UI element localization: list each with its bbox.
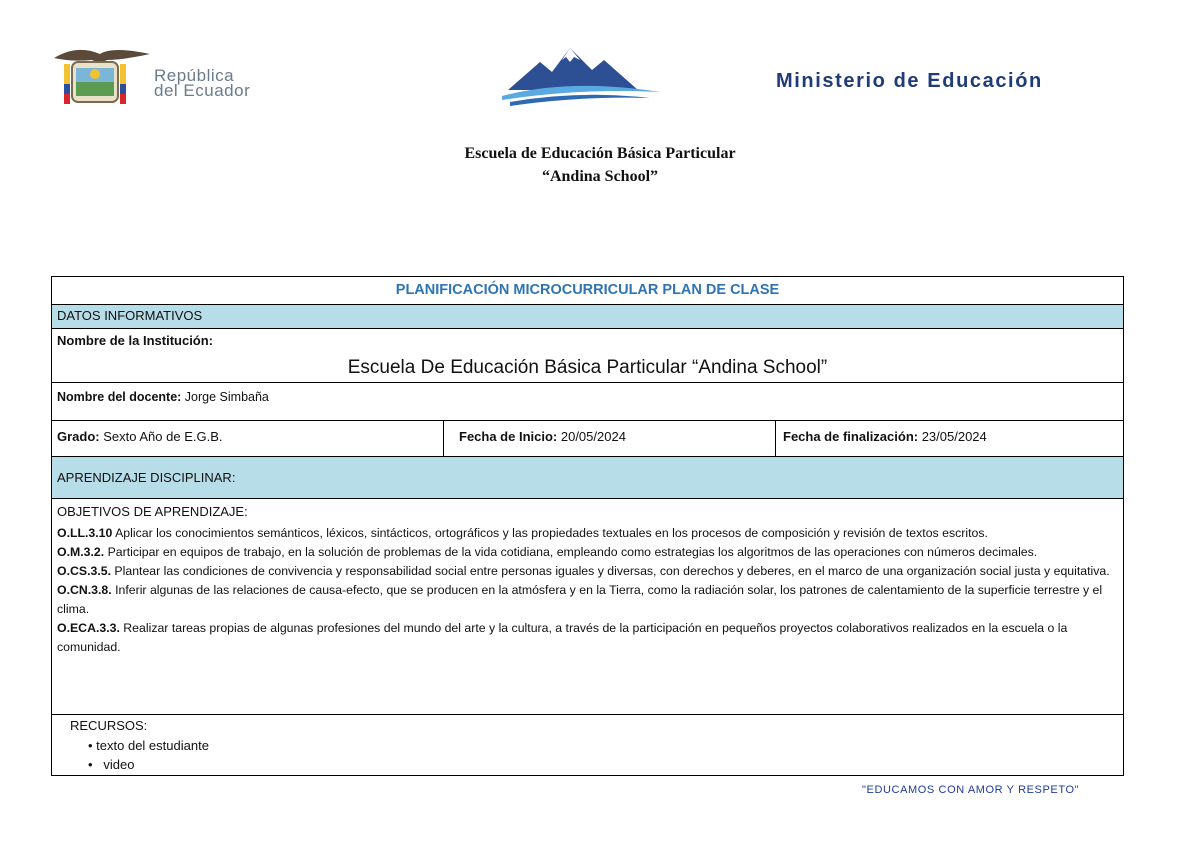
grado-label: Grado:	[57, 429, 100, 444]
fechas-row	[52, 421, 1123, 457]
objetivo-text: Inferir algunas de las relaciones de causa-efecto, que se producen en la atmósfera y en la Tierra, como la radiación solar, los patrones de calentamiento de la superficie terrestre y el clima.	[57, 583, 1103, 616]
objetivo-text: Aplicar los conocimientos semánticos, léxicos, sintácticos, ortográficos y las propiedades textuales en los procesos de composición y revisión de textos escritos.	[112, 526, 988, 540]
objetivo-code: O.LL.3.10	[57, 526, 113, 540]
plan-title-row	[52, 277, 1123, 305]
school-heading-line1: Escuela de Educación Básica Particular	[464, 145, 736, 162]
aprendizaje-heading: APRENDIZAJE DISCIPLINAR:	[57, 470, 236, 485]
recurso-item: • texto del estudiante	[88, 738, 209, 753]
institucion-value: Escuela De Educación Básica Particular “Andina School”	[347, 357, 828, 378]
recursos-list	[72, 736, 209, 774]
cell-divider	[775, 421, 776, 456]
fin-value: 23/05/2024	[918, 429, 987, 444]
docente-field	[57, 388, 269, 406]
objetivos-row	[52, 499, 1123, 715]
objetivo-item	[57, 562, 1111, 581]
mountain-icon	[500, 40, 670, 106]
docente-row	[52, 383, 1123, 421]
republica-ecuador-logo	[52, 44, 292, 110]
plan-title: PLANIFICACIÓN MICROCURRICULAR PLAN DE CLASE	[395, 282, 780, 298]
republica-line2: del Ecuador	[154, 81, 251, 100]
school-heading-line2: “Andina School”	[541, 168, 659, 185]
datos-informativos-heading: DATOS INFORMATIVOS	[57, 308, 203, 323]
objetivo-item	[57, 543, 1111, 562]
inicio-field	[459, 428, 626, 446]
objetivo-code: O.CS.3.5.	[57, 564, 111, 578]
inicio-label: Fecha de Inicio:	[459, 429, 558, 444]
datos-informativos-row	[52, 305, 1123, 329]
recursos-row	[52, 715, 1123, 775]
school-heading	[0, 142, 1200, 188]
objetivo-code: O.ECA.3.3.	[57, 621, 120, 635]
cell-divider	[443, 421, 444, 456]
republica-line1: República	[154, 66, 235, 85]
objetivo-text: Participar en equipos de trabajo, en la solución de problemas de la vida cotidiana, empleando como estrategias los algoritmos de las operaciones con números decimales.	[104, 545, 1038, 559]
objetivo-text: Plantear las condiciones de convivencia y responsabilidad social entre personas iguales y diversas, con derechos y deberes, en el marco de una organización social justa y equitativa.	[111, 564, 1110, 578]
objetivos-heading: OBJETIVOS DE APRENDIZAJE:	[57, 504, 248, 519]
ministerio-title: Ministerio de Educación	[776, 70, 1043, 92]
fin-label: Fecha de finalización:	[783, 429, 919, 444]
objetivo-item	[57, 581, 1111, 619]
docente-value: Jorge Simbaña	[181, 390, 269, 404]
plan-table	[51, 276, 1124, 776]
mountain-logo	[500, 40, 670, 106]
docente-label: Nombre del docente:	[57, 390, 182, 404]
recurso-text: texto del estudiante	[96, 738, 209, 753]
fin-field	[783, 428, 987, 446]
objetivos-list	[57, 524, 1111, 657]
recurso-text: video	[103, 757, 135, 772]
institucion-label: Nombre de la Institución:	[57, 333, 214, 348]
institucion-row	[52, 329, 1123, 383]
footer-motto: "EDUCAMOS CON AMOR Y RESPETO"	[862, 784, 1080, 796]
ecuador-coat-of-arms-icon	[52, 44, 152, 110]
objetivo-item	[57, 524, 1111, 543]
aprendizaje-row	[52, 457, 1123, 499]
recurso-item: • video	[88, 757, 135, 772]
objetivo-code: O.CN.3.8.	[57, 583, 112, 597]
grado-value: Sexto Año de E.G.B.	[99, 429, 223, 444]
objetivo-code: O.M.3.2.	[57, 545, 105, 559]
grado-field	[57, 428, 222, 446]
objetivo-item	[57, 619, 1111, 657]
recursos-heading: RECURSOS:	[70, 718, 148, 733]
objetivo-text: Realizar tareas propias de algunas profesiones del mundo del arte y la cultura, a través de la participación en pequeños proyectos colaborativos realizados en la escuela o la comunidad.	[57, 621, 1068, 654]
inicio-value: 20/05/2024	[557, 429, 626, 444]
